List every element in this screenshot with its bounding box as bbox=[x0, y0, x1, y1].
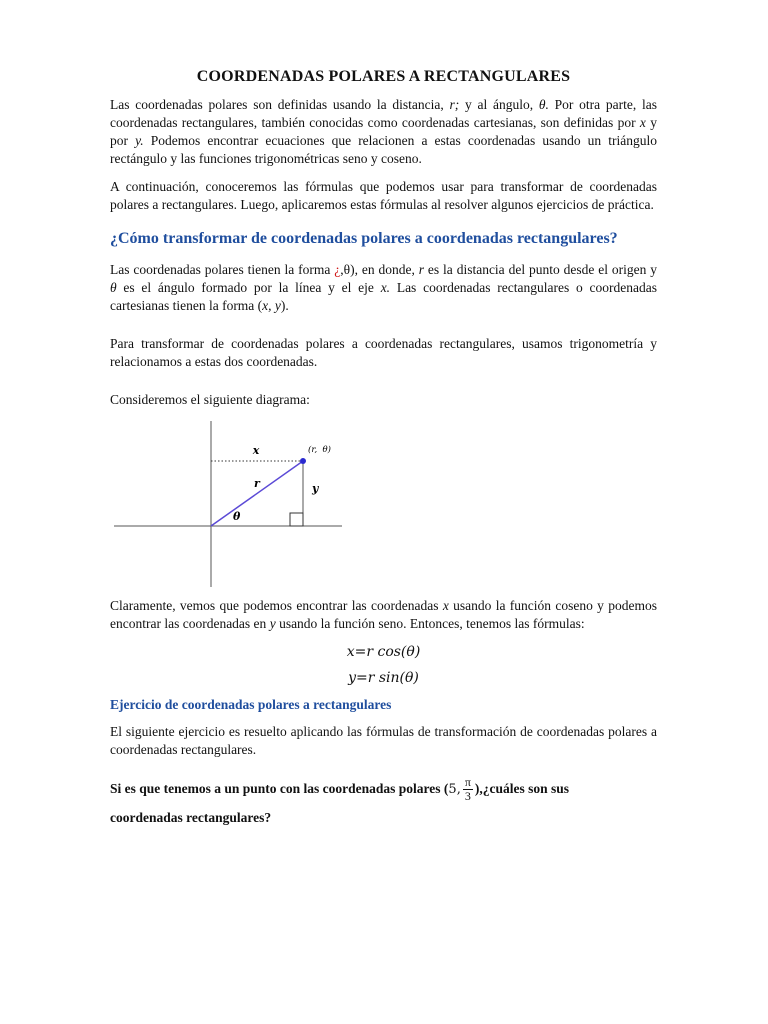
text: r; bbox=[449, 97, 460, 112]
section-paragraph-2: Para transformar de coordenadas polares a coordenadas rectangulares, usamos trigonometría y relacionamos a estas dos coordenadas. bbox=[110, 336, 657, 369]
text: Las coordenadas rectangulares o coordenadas cartesianas tienen la forma ( bbox=[110, 280, 657, 313]
formula-text: x=r cos(θ) bbox=[346, 644, 421, 660]
text: y por bbox=[110, 115, 657, 148]
section-paragraph-3: Consideremos el siguiente diagrama: bbox=[110, 392, 310, 407]
text: ,θ), en donde, bbox=[340, 262, 419, 277]
fraction-denominator: 3 bbox=[464, 789, 471, 804]
label-point: (r, θ) bbox=[308, 445, 331, 455]
text: Claramente, vemos que podemos encontrar las coordenadas bbox=[110, 598, 443, 613]
formula-x bbox=[110, 643, 657, 661]
section-paragraph-4 bbox=[110, 597, 657, 633]
text: y bbox=[269, 616, 276, 631]
document-page bbox=[110, 68, 657, 832]
page-title: COORDENADAS POLARES A RECTANGULARES bbox=[196, 68, 571, 85]
text: x bbox=[442, 598, 449, 613]
formula-y bbox=[110, 669, 657, 687]
text: r bbox=[418, 262, 425, 277]
polar-point bbox=[300, 458, 306, 464]
text: Podemos encontrar ecuaciones que relacionen a estas coordenadas usando un triángulo rectángulo y las funciones trigonométricas seno y coseno. bbox=[110, 133, 657, 166]
label-y: y bbox=[312, 482, 319, 495]
exercise-question bbox=[110, 775, 657, 832]
text: y al ángulo, bbox=[459, 97, 539, 112]
section-paragraph-1 bbox=[110, 261, 657, 315]
radius-line bbox=[211, 461, 303, 526]
text: θ. bbox=[538, 97, 549, 112]
right-angle-mark bbox=[290, 513, 303, 526]
text: ). bbox=[280, 298, 289, 313]
exercise-paragraph: El siguiente ejercicio es resuelto aplicando las fórmulas de transformación de coordenadas polares a coordenadas rectangulares. bbox=[110, 724, 657, 757]
red-glyph: ¿ bbox=[334, 262, 341, 277]
formula-text: y=r sin(θ) bbox=[348, 670, 419, 686]
text: x bbox=[639, 115, 646, 130]
text: usando la función coseno y podemos encontrar las coordenadas en bbox=[110, 598, 657, 631]
fraction-numerator: π bbox=[464, 775, 471, 790]
text: θ bbox=[110, 280, 117, 295]
label-theta: θ bbox=[233, 510, 241, 523]
text: es el ángulo formado por la línea y el eje bbox=[116, 280, 381, 295]
text: es la distancia del punto desde el origen y bbox=[424, 262, 657, 277]
text: Por otra parte, las coordenadas rectangulares, también conocidas como coordenadas cartesianas, son definidas por bbox=[110, 97, 657, 130]
label-r: r bbox=[254, 477, 260, 490]
text: x, y bbox=[262, 298, 281, 313]
label-x: x bbox=[252, 444, 260, 457]
text: coordenadas rectangulares? bbox=[110, 810, 272, 825]
text: 5, bbox=[448, 782, 461, 797]
text: y. bbox=[135, 133, 144, 148]
polar-diagram bbox=[110, 419, 350, 589]
intro-paragraph-1 bbox=[110, 96, 657, 168]
text: Las coordenadas polares tienen la forma bbox=[110, 262, 335, 277]
exercise-heading: Ejercicio de coordenadas polares a rectangulares bbox=[110, 697, 392, 712]
section-heading: ¿Cómo transformar de coordenadas polares a coordenadas rectangulares? bbox=[110, 230, 618, 247]
intro-paragraph-2: A continuación, conoceremos las fórmulas que podemos usar para transformar de coordenadas polares a rectangulares. Luego, aplicaremos estas fórmulas al resolver algunos ejercicios de práctica. bbox=[110, 179, 657, 212]
text: Si es que tenemos a un punto con las coordenadas polares ( bbox=[110, 781, 449, 796]
text: ),¿cuáles son sus bbox=[474, 781, 570, 796]
text: Las coordenadas polares son definidas usando la distancia, bbox=[110, 97, 450, 112]
text: usando la función seno. Entonces, tenemos las fórmulas: bbox=[275, 616, 585, 631]
text: x. bbox=[380, 280, 391, 295]
fraction-pi-over-3 bbox=[463, 776, 473, 803]
